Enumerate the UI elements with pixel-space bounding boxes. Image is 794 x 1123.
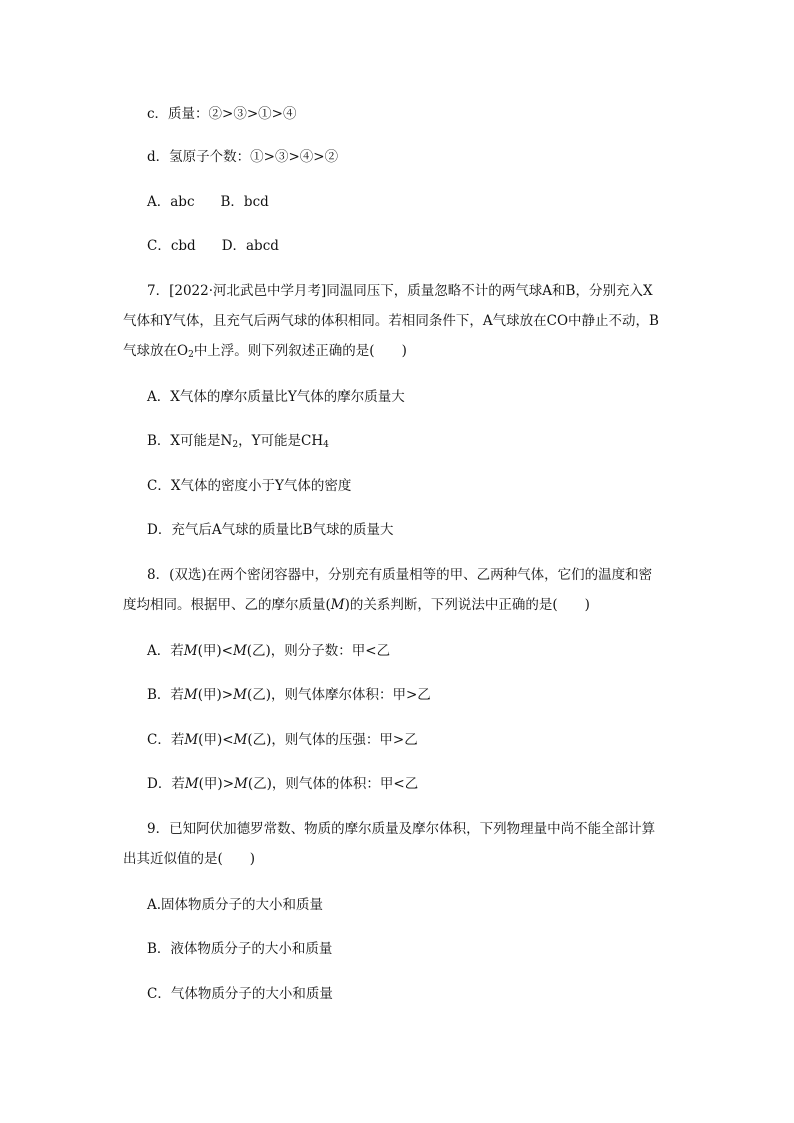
q7-option-c: C．X气体的密度小于Y气体的密度 xyxy=(147,478,352,494)
q8-option-d-label: D．若 xyxy=(147,776,185,792)
q6-choice-c: C．cbd xyxy=(147,238,196,254)
q7-option-d: D．充气后A气球的质量比B气球的质量大 xyxy=(147,522,394,538)
q6-choices-ab xyxy=(147,192,269,212)
q7-n2-subscript: 2 xyxy=(232,440,239,450)
q7-option-b-text: B．X可能是N xyxy=(147,433,233,449)
q8-option-d xyxy=(147,774,418,794)
q7-stem-line3 xyxy=(123,341,407,365)
q8-option-d-mid: (甲)> xyxy=(198,776,235,792)
q8-option-a-m2: M xyxy=(232,643,247,659)
q9-option-b: B．液体物质分子的大小和质量 xyxy=(147,941,333,957)
q8-stem-text-end: )的关系判断，下列说法中正确的是( ) xyxy=(344,597,590,613)
q8-option-b-m2: M xyxy=(233,687,247,703)
q8-stem-line2 xyxy=(123,595,590,615)
q6-choice-b: B．bcd xyxy=(220,194,269,210)
q8-option-b-m1: M xyxy=(183,687,198,703)
q8-option-d-m1: M xyxy=(184,776,199,792)
q8-stem-symbol-m: M xyxy=(330,597,345,613)
q8-option-c xyxy=(147,730,418,750)
q7-stem-text-end: 中上浮。则下列叙述正确的是( ) xyxy=(193,343,407,359)
q9-option-c: C．气体物质分子的大小和质量 xyxy=(147,986,333,1002)
q8-option-a-label: A．若 xyxy=(147,643,184,659)
q8-option-c-m1: M xyxy=(184,732,199,748)
q7-stem-line2: 气体和Y气体，且充气后两气球的体积相同。若相同条件下，A气球放在CO中静止不动，B xyxy=(123,313,659,329)
q8-stem-line1: 8．(双选)在两个密闭容器中，分别充有质量相等的甲、乙两种气体，它们的温度和密 xyxy=(147,567,653,583)
q8-option-a-m1: M xyxy=(183,643,198,659)
q9-stem-line1: 9．已知阿伏加德罗常数、物质的摩尔质量及摩尔体积，下列物理量中尚不能全部计算 xyxy=(147,821,656,837)
q8-option-b-text: (乙)，则气体摩尔体积：甲>乙 xyxy=(246,687,431,703)
q8-option-b xyxy=(147,685,431,705)
q7-ch4-subscript: 4 xyxy=(323,440,329,450)
q6-choice-d: D．abcd xyxy=(221,238,279,254)
q7-stem-text: 气球放在O xyxy=(123,343,189,359)
q8-option-a-mid: (甲)< xyxy=(197,643,233,659)
q8-option-d-m2: M xyxy=(234,776,248,792)
q7-stem-line1: 7．[2022·河北武邑中学月考]同温同压下，质量忽略不计的两气球A和B，分别充入X xyxy=(147,283,653,299)
q9-option-a: A.固体物质分子的大小和质量 xyxy=(147,897,324,913)
q8-option-c-label: C．若 xyxy=(147,732,185,748)
q8-option-b-label: B．若 xyxy=(147,687,184,703)
q7-o2-subscript: 2 xyxy=(188,350,194,360)
q8-option-a-text: (乙)，则分子数：甲<乙 xyxy=(246,643,391,659)
q8-option-b-mid: (甲)> xyxy=(197,687,234,703)
q8-option-c-m2: M xyxy=(233,732,248,748)
q8-stem-text: 度均相同。根据甲、乙的摩尔质量( xyxy=(123,597,331,613)
q6-option-c: c．质量：②>③>①>④ xyxy=(147,106,297,122)
q9-stem-line2: 出其近似值的是( ) xyxy=(123,851,256,867)
q6-choices-cd xyxy=(147,236,279,256)
q8-option-a xyxy=(147,641,390,661)
q6-option-d: d．氢原子个数：①>③>④>② xyxy=(147,149,339,165)
q8-option-c-mid: (甲)< xyxy=(198,732,234,748)
q7-option-a: A．X气体的摩尔质量比Y气体的摩尔质量大 xyxy=(147,389,405,405)
q6-choice-a: A．abc xyxy=(147,194,195,210)
q8-option-d-text: (乙)，则气体的体积：甲<乙 xyxy=(247,776,419,792)
q7-option-b xyxy=(147,431,329,455)
q8-option-c-text: (乙)，则气体的压强：甲>乙 xyxy=(247,732,418,748)
q7-option-b-mid: ，Y可能是CH xyxy=(238,433,324,449)
